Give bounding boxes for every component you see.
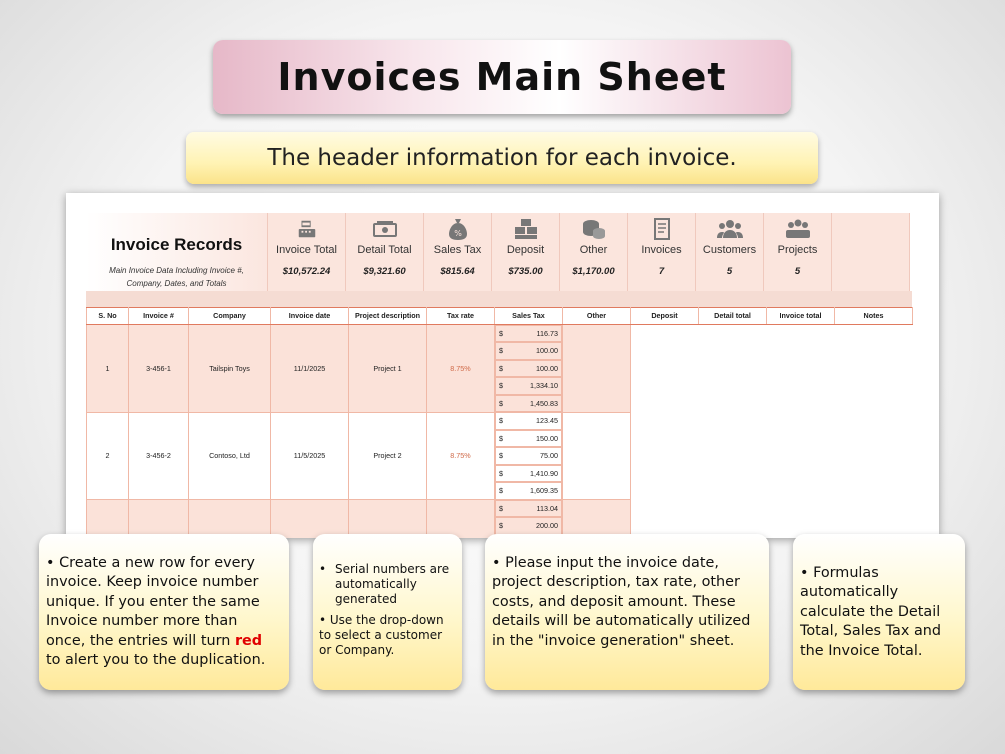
- table-cell[interactable]: $ 1,410.90: [495, 465, 562, 483]
- invoice-table: [86, 307, 913, 538]
- cash-register-icon: [268, 216, 345, 242]
- column-header[interactable]: S. No: [87, 308, 129, 325]
- kpi-label: Other: [579, 244, 608, 256]
- note1-text: • Create a new row for every invoice. Keep invoice number unique. If you enter the same Invoice number more than once, the entries will turn: [46, 555, 260, 649]
- page-subtitle: The header information for each invoice.: [267, 145, 737, 171]
- kpi-detail-total: [346, 213, 424, 291]
- kpi-deposit: [492, 213, 560, 291]
- table-cell[interactable]: 8.75%: [427, 324, 495, 412]
- table-cell[interactable]: 11/1/2025: [271, 324, 349, 412]
- spacer-band: [86, 291, 912, 307]
- table-cell[interactable]: 8.75%: [427, 412, 495, 500]
- note-unique-invoice: [39, 534, 289, 690]
- people-icon: [696, 216, 763, 242]
- note1-text-end: to alert you to the duplication.: [46, 652, 266, 669]
- column-header[interactable]: Invoice total: [767, 308, 835, 325]
- note3-text: • Please input the invoice date, project description, tax rate, other costs, and deposit amount. These details will be automatically utilized in the "invoice generation" sheet.: [492, 555, 751, 649]
- table-cell[interactable]: $ 116.73: [495, 325, 562, 343]
- records-title: Invoice Records: [110, 235, 243, 254]
- subtitle-banner: [186, 132, 818, 184]
- money-bag-percent-icon: [424, 216, 491, 242]
- table-cell[interactable]: 3-456-1: [129, 324, 189, 412]
- column-header[interactable]: Invoice date: [271, 308, 349, 325]
- kpi-other: [560, 213, 628, 291]
- kpi-value: $735.00: [508, 266, 543, 277]
- table-body: [87, 324, 913, 538]
- column-header[interactable]: Detail total: [699, 308, 767, 325]
- kpi-label: Customers: [702, 244, 757, 256]
- summary-header: [86, 213, 912, 291]
- kpi-label: Deposit: [506, 244, 545, 256]
- table-cell[interactable]: Tailspin Toys: [189, 324, 271, 412]
- table-cell[interactable]: $ 100.00: [495, 360, 562, 378]
- column-header[interactable]: Invoice #: [129, 308, 189, 325]
- kpi-value: $9,321.60: [363, 266, 406, 277]
- kpi-label: Detail Total: [357, 244, 412, 256]
- table-row[interactable]: [87, 412, 913, 500]
- table-row[interactable]: [87, 500, 913, 539]
- kpi-value: $1,170.00: [572, 266, 615, 277]
- spreadsheet-screenshot: [66, 193, 939, 538]
- table-cell[interactable]: 1: [87, 324, 129, 412]
- kpi-blank-cell: [832, 213, 910, 291]
- table-cell[interactable]: 3-456-2: [129, 412, 189, 500]
- page-title: Invoices Main Sheet: [277, 55, 727, 99]
- table-cell[interactable]: $ 75.00: [495, 447, 562, 465]
- kpi-strip: [268, 213, 910, 291]
- table-cell[interactable]: $ 113.04: [495, 500, 562, 518]
- table-cell[interactable]: [563, 324, 631, 412]
- svg-text:%: %: [453, 229, 462, 238]
- kpi-value: $815.64: [440, 266, 475, 277]
- kpi-sales-tax: [424, 213, 492, 291]
- kpi-projects: [764, 213, 832, 291]
- note2-serial-text: Serial numbers are automatically generated: [335, 562, 450, 606]
- column-header[interactable]: Other: [563, 308, 631, 325]
- records-subtitle: Main Invoice Data Including Invoice #, Company, Dates, and Totals: [109, 266, 244, 288]
- table-cell[interactable]: [563, 500, 631, 539]
- table-cell[interactable]: Contoso, Ltd: [189, 412, 271, 500]
- table-cell[interactable]: $ 200.00: [495, 517, 562, 535]
- table-cell[interactable]: $ 123.45: [495, 412, 562, 430]
- note2-bullet: •: [319, 562, 327, 576]
- note2-item-serial: [319, 562, 454, 607]
- table-cell[interactable]: [129, 500, 189, 539]
- invoice-records-block: [86, 213, 268, 291]
- table-cell[interactable]: [189, 500, 271, 539]
- column-header[interactable]: Notes: [835, 308, 913, 325]
- kpi-label: Invoice Total: [276, 244, 337, 256]
- table-cell[interactable]: $ 1,450.83: [495, 395, 562, 413]
- boxes-icon: [492, 216, 559, 242]
- table-cell[interactable]: [349, 500, 427, 539]
- team-icon: [764, 216, 831, 242]
- kpi-label: Sales Tax: [433, 244, 482, 256]
- table-row[interactable]: [87, 324, 913, 412]
- column-header[interactable]: Company: [189, 308, 271, 325]
- table-cell[interactable]: $ 100.00: [495, 342, 562, 360]
- table-cell[interactable]: Project 1: [349, 324, 427, 412]
- kpi-invoice-total: [268, 213, 346, 291]
- table-cell[interactable]: 11/5/2025: [271, 412, 349, 500]
- column-header[interactable]: Tax rate: [427, 308, 495, 325]
- table-cell[interactable]: [87, 500, 129, 539]
- column-header[interactable]: Deposit: [631, 308, 699, 325]
- table-cell[interactable]: [563, 412, 631, 500]
- kpi-value: 5: [726, 266, 733, 277]
- table-cell[interactable]: $ 150.00: [495, 430, 562, 448]
- kpi-invoices: [628, 213, 696, 291]
- table-cell[interactable]: $ 1,609.35: [495, 482, 562, 500]
- note-formulas: [793, 534, 965, 690]
- note1-red-word: red: [234, 632, 263, 649]
- table-cell[interactable]: Project 2: [349, 412, 427, 500]
- table-cell[interactable]: $ 1,334.10: [495, 377, 562, 395]
- note-serial-numbers: [313, 534, 462, 690]
- note4-text: • Formulas automatically calculate the Detail Total, Sales Tax and the Invoice Total.: [800, 565, 942, 659]
- note-input-details: [485, 534, 769, 690]
- kpi-value: 5: [794, 266, 801, 277]
- kpi-label: Projects: [777, 244, 818, 256]
- kpi-label: Invoices: [641, 244, 682, 256]
- title-banner: [213, 40, 791, 114]
- column-header[interactable]: Project description: [349, 308, 427, 325]
- receipt-icon: [628, 216, 695, 242]
- table-cell[interactable]: [427, 500, 495, 539]
- coins-icon: [560, 216, 627, 242]
- kpi-customers: [696, 213, 764, 291]
- table-cell[interactable]: [271, 500, 349, 539]
- money-bill-icon: [346, 216, 423, 242]
- table-cell[interactable]: 2: [87, 412, 129, 500]
- kpi-value: 7: [658, 266, 665, 277]
- kpi-value: $10,572.24: [282, 266, 331, 277]
- column-header[interactable]: Sales Tax: [495, 308, 563, 325]
- table-header-row: [87, 308, 913, 325]
- note2-dropdown-text: • Use the drop-down to select a customer or Company.: [319, 613, 444, 657]
